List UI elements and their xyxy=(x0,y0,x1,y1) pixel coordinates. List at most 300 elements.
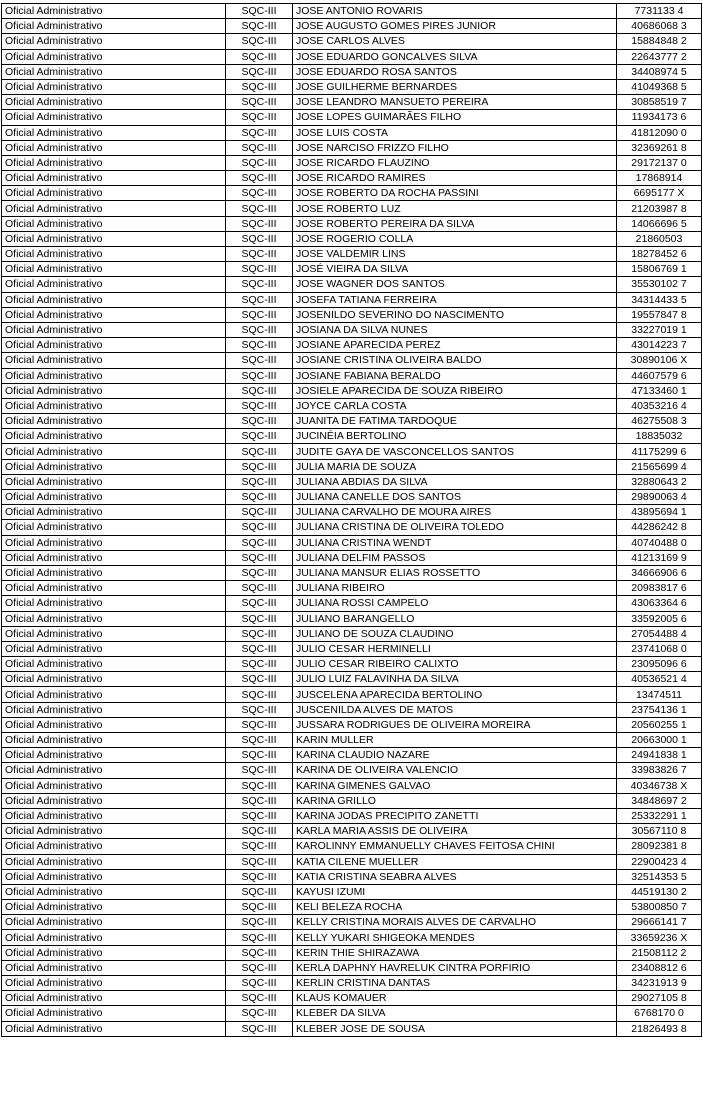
reference-cell: SQC-III xyxy=(226,34,293,49)
name-cell: JOSE VALDEMIR LINS xyxy=(293,247,617,262)
id-number-cell: 24941838 1 xyxy=(617,748,702,763)
reference-cell: SQC-III xyxy=(226,626,293,641)
reference-cell: SQC-III xyxy=(226,262,293,277)
position-cell: Oficial Administrativo xyxy=(2,171,226,186)
reference-cell: SQC-III xyxy=(226,414,293,429)
name-cell: JOSE NARCISO FRIZZO FILHO xyxy=(293,140,617,155)
position-cell: Oficial Administrativo xyxy=(2,915,226,930)
position-cell: Oficial Administrativo xyxy=(2,95,226,110)
reference-cell: SQC-III xyxy=(226,672,293,687)
name-cell: KLEBER JOSE DE SOUSA xyxy=(293,1021,617,1036)
position-cell: Oficial Administrativo xyxy=(2,672,226,687)
table-row xyxy=(2,247,702,262)
name-cell: JULIANA ABDIAS DA SILVA xyxy=(293,474,617,489)
reference-cell: SQC-III xyxy=(226,383,293,398)
name-cell: KARINA JODAS PRECIPITO ZANETTI xyxy=(293,808,617,823)
id-number-cell: 40686068 3 xyxy=(617,19,702,34)
name-cell: JOSE ROBERTO DA ROCHA PASSINI xyxy=(293,186,617,201)
id-number-cell: 14066696 5 xyxy=(617,216,702,231)
position-cell: Oficial Administrativo xyxy=(2,277,226,292)
position-cell: Oficial Administrativo xyxy=(2,535,226,550)
reference-cell: SQC-III xyxy=(226,778,293,793)
id-number-cell: 44286242 8 xyxy=(617,520,702,535)
name-cell: JULIANA ROSSI CAMPELO xyxy=(293,596,617,611)
reference-cell: SQC-III xyxy=(226,869,293,884)
position-cell: Oficial Administrativo xyxy=(2,854,226,869)
table-row xyxy=(2,808,702,823)
table-row xyxy=(2,672,702,687)
id-number-cell: 7731133 4 xyxy=(617,4,702,19)
table-row xyxy=(2,383,702,398)
table-row xyxy=(2,19,702,34)
id-number-cell: 30858519 7 xyxy=(617,95,702,110)
id-number-cell: 40346738 X xyxy=(617,778,702,793)
reference-cell: SQC-III xyxy=(226,505,293,520)
position-cell: Oficial Administrativo xyxy=(2,520,226,535)
position-cell: Oficial Administrativo xyxy=(2,262,226,277)
position-cell: Oficial Administrativo xyxy=(2,459,226,474)
reference-cell: SQC-III xyxy=(226,474,293,489)
name-cell: JULIANA CARVALHO DE MOURA AIRES xyxy=(293,505,617,520)
table-row xyxy=(2,368,702,383)
id-number-cell: 40740488 0 xyxy=(617,535,702,550)
id-number-cell: 32514353 5 xyxy=(617,869,702,884)
reference-cell: SQC-III xyxy=(226,581,293,596)
name-cell: JULIANO DE SOUZA CLAUDINO xyxy=(293,626,617,641)
name-cell: JULIO LUIZ FALAVINHA DA SILVA xyxy=(293,672,617,687)
name-cell: JOSENILDO SEVERINO DO NASCIMENTO xyxy=(293,307,617,322)
table-row xyxy=(2,398,702,413)
table-row xyxy=(2,79,702,94)
table-row xyxy=(2,231,702,246)
name-cell: JOSIANE CRISTINA OLIVEIRA BALDO xyxy=(293,353,617,368)
name-cell: JULIANA CRISTINA WENDT xyxy=(293,535,617,550)
table-row xyxy=(2,64,702,79)
position-cell: Oficial Administrativo xyxy=(2,490,226,505)
reference-cell: SQC-III xyxy=(226,884,293,899)
position-cell: Oficial Administrativo xyxy=(2,717,226,732)
reference-cell: SQC-III xyxy=(226,1021,293,1036)
id-number-cell: 44519130 2 xyxy=(617,884,702,899)
name-cell: KARINA DE OLIVEIRA VALENCIO xyxy=(293,763,617,778)
reference-cell: SQC-III xyxy=(226,398,293,413)
reference-cell: SQC-III xyxy=(226,900,293,915)
table-row xyxy=(2,292,702,307)
name-cell: JOSE ROGERIO COLLA xyxy=(293,231,617,246)
table-row xyxy=(2,353,702,368)
table-row xyxy=(2,201,702,216)
name-cell: JULIANA RIBEIRO xyxy=(293,581,617,596)
id-number-cell: 40353216 4 xyxy=(617,398,702,413)
id-number-cell: 47133460 1 xyxy=(617,383,702,398)
position-cell: Oficial Administrativo xyxy=(2,338,226,353)
reference-cell: SQC-III xyxy=(226,596,293,611)
reference-cell: SQC-III xyxy=(226,171,293,186)
id-number-cell: 21203987 8 xyxy=(617,201,702,216)
position-cell: Oficial Administrativo xyxy=(2,641,226,656)
position-cell: Oficial Administrativo xyxy=(2,824,226,839)
position-cell: Oficial Administrativo xyxy=(2,505,226,520)
reference-cell: SQC-III xyxy=(226,140,293,155)
table-row xyxy=(2,945,702,960)
reference-cell: SQC-III xyxy=(226,702,293,717)
table-row xyxy=(2,778,702,793)
personnel-table-body xyxy=(2,4,702,1037)
table-row xyxy=(2,641,702,656)
position-cell: Oficial Administrativo xyxy=(2,231,226,246)
reference-cell: SQC-III xyxy=(226,79,293,94)
table-row xyxy=(2,793,702,808)
id-number-cell: 33659236 X xyxy=(617,930,702,945)
id-number-cell: 21826493 8 xyxy=(617,1021,702,1036)
position-cell: Oficial Administrativo xyxy=(2,383,226,398)
name-cell: JULIANA MANSUR ELIAS ROSSETTO xyxy=(293,565,617,580)
name-cell: JOSE CARLOS ALVES xyxy=(293,34,617,49)
position-cell: Oficial Administrativo xyxy=(2,565,226,580)
reference-cell: SQC-III xyxy=(226,64,293,79)
reference-cell: SQC-III xyxy=(226,110,293,125)
id-number-cell: 32369261 8 xyxy=(617,140,702,155)
position-cell: Oficial Administrativo xyxy=(2,733,226,748)
position-cell: Oficial Administrativo xyxy=(2,930,226,945)
position-cell: Oficial Administrativo xyxy=(2,292,226,307)
id-number-cell: 28092381 8 xyxy=(617,839,702,854)
id-number-cell: 13474511 xyxy=(617,687,702,702)
id-number-cell: 29666141 7 xyxy=(617,915,702,930)
table-row xyxy=(2,155,702,170)
id-number-cell: 34848697 2 xyxy=(617,793,702,808)
name-cell: KLAUS KOMAUER xyxy=(293,991,617,1006)
position-cell: Oficial Administrativo xyxy=(2,429,226,444)
id-number-cell: 21508112 2 xyxy=(617,945,702,960)
table-row xyxy=(2,976,702,991)
id-number-cell: 43895694 1 xyxy=(617,505,702,520)
name-cell: JOSE ANTONIO ROVARIS xyxy=(293,4,617,19)
name-cell: JULIANA CRISTINA DE OLIVEIRA TOLEDO xyxy=(293,520,617,535)
table-row xyxy=(2,717,702,732)
reference-cell: SQC-III xyxy=(226,687,293,702)
position-cell: Oficial Administrativo xyxy=(2,900,226,915)
table-row xyxy=(2,459,702,474)
position-cell: Oficial Administrativo xyxy=(2,4,226,19)
position-cell: Oficial Administrativo xyxy=(2,398,226,413)
table-row xyxy=(2,520,702,535)
position-cell: Oficial Administrativo xyxy=(2,353,226,368)
position-cell: Oficial Administrativo xyxy=(2,1021,226,1036)
reference-cell: SQC-III xyxy=(226,991,293,1006)
position-cell: Oficial Administrativo xyxy=(2,778,226,793)
id-number-cell: 29890063 4 xyxy=(617,490,702,505)
position-cell: Oficial Administrativo xyxy=(2,702,226,717)
name-cell: KATIA CRISTINA SEABRA ALVES xyxy=(293,869,617,884)
id-number-cell: 41175299 6 xyxy=(617,444,702,459)
name-cell: KERIN THIE SHIRAZAWA xyxy=(293,945,617,960)
table-row xyxy=(2,277,702,292)
id-number-cell: 6768170 0 xyxy=(617,1006,702,1021)
id-number-cell: 41049368 5 xyxy=(617,79,702,94)
name-cell: KAROLINNY EMMANUELLY CHAVES FEITOSA CHINI xyxy=(293,839,617,854)
table-row xyxy=(2,4,702,19)
table-row xyxy=(2,581,702,596)
table-row xyxy=(2,824,702,839)
position-cell: Oficial Administrativo xyxy=(2,49,226,64)
name-cell: JOSE LUIS COSTA xyxy=(293,125,617,140)
position-cell: Oficial Administrativo xyxy=(2,110,226,125)
position-cell: Oficial Administrativo xyxy=(2,884,226,899)
table-row xyxy=(2,95,702,110)
table-row xyxy=(2,140,702,155)
position-cell: Oficial Administrativo xyxy=(2,322,226,337)
table-row xyxy=(2,687,702,702)
name-cell: JOSE WAGNER DOS SANTOS xyxy=(293,277,617,292)
id-number-cell: 53800850 7 xyxy=(617,900,702,915)
id-number-cell: 33983826 7 xyxy=(617,763,702,778)
id-number-cell: 43063364 6 xyxy=(617,596,702,611)
name-cell: KARLA MARIA ASSIS DE OLIVEIRA xyxy=(293,824,617,839)
reference-cell: SQC-III xyxy=(226,4,293,19)
id-number-cell: 21565699 4 xyxy=(617,459,702,474)
name-cell: JUSSARA RODRIGUES DE OLIVEIRA MOREIRA xyxy=(293,717,617,732)
reference-cell: SQC-III xyxy=(226,733,293,748)
id-number-cell: 33592005 6 xyxy=(617,611,702,626)
table-row xyxy=(2,535,702,550)
id-number-cell: 46275508 3 xyxy=(617,414,702,429)
name-cell: KELLY YUKARI SHIGEOKA MENDES xyxy=(293,930,617,945)
id-number-cell: 32880643 2 xyxy=(617,474,702,489)
reference-cell: SQC-III xyxy=(226,155,293,170)
table-row xyxy=(2,915,702,930)
reference-cell: SQC-III xyxy=(226,353,293,368)
position-cell: Oficial Administrativo xyxy=(2,247,226,262)
id-number-cell: 41213169 9 xyxy=(617,550,702,565)
id-number-cell: 20663000 1 xyxy=(617,733,702,748)
table-row xyxy=(2,429,702,444)
table-row xyxy=(2,338,702,353)
position-cell: Oficial Administrativo xyxy=(2,186,226,201)
id-number-cell: 34314433 5 xyxy=(617,292,702,307)
reference-cell: SQC-III xyxy=(226,641,293,656)
name-cell: KELLY CRISTINA MORAIS ALVES DE CARVALHO xyxy=(293,915,617,930)
table-row xyxy=(2,900,702,915)
table-row xyxy=(2,748,702,763)
table-row xyxy=(2,596,702,611)
position-cell: Oficial Administrativo xyxy=(2,626,226,641)
position-cell: Oficial Administrativo xyxy=(2,596,226,611)
reference-cell: SQC-III xyxy=(226,763,293,778)
position-cell: Oficial Administrativo xyxy=(2,34,226,49)
name-cell: JUANITA DE FATIMA TARDOQUE xyxy=(293,414,617,429)
position-cell: Oficial Administrativo xyxy=(2,960,226,975)
position-cell: Oficial Administrativo xyxy=(2,839,226,854)
position-cell: Oficial Administrativo xyxy=(2,19,226,34)
id-number-cell: 34408974 5 xyxy=(617,64,702,79)
position-cell: Oficial Administrativo xyxy=(2,368,226,383)
name-cell: JOSÉ VIEIRA DA SILVA xyxy=(293,262,617,277)
reference-cell: SQC-III xyxy=(226,611,293,626)
id-number-cell: 22900423 4 xyxy=(617,854,702,869)
name-cell: JOSE EDUARDO ROSA SANTOS xyxy=(293,64,617,79)
name-cell: JOSIANE APARECIDA PEREZ xyxy=(293,338,617,353)
position-cell: Oficial Administrativo xyxy=(2,125,226,140)
name-cell: KERLIN CRISTINA DANTAS xyxy=(293,976,617,991)
name-cell: JULIANA CANELLE DOS SANTOS xyxy=(293,490,617,505)
reference-cell: SQC-III xyxy=(226,95,293,110)
position-cell: Oficial Administrativo xyxy=(2,474,226,489)
table-row xyxy=(2,930,702,945)
table-row xyxy=(2,505,702,520)
id-number-cell: 44607579 6 xyxy=(617,368,702,383)
id-number-cell: 15806769 1 xyxy=(617,262,702,277)
id-number-cell: 29027105 8 xyxy=(617,991,702,1006)
id-number-cell: 11934173 6 xyxy=(617,110,702,125)
table-row xyxy=(2,550,702,565)
name-cell: JUDITE GAYA DE VASCONCELLOS SANTOS xyxy=(293,444,617,459)
table-row xyxy=(2,960,702,975)
name-cell: JOSE ROBERTO LUZ xyxy=(293,201,617,216)
name-cell: KARINA GIMENES GALVAO xyxy=(293,778,617,793)
reference-cell: SQC-III xyxy=(226,201,293,216)
reference-cell: SQC-III xyxy=(226,535,293,550)
reference-cell: SQC-III xyxy=(226,444,293,459)
table-row xyxy=(2,854,702,869)
name-cell: JUCINÉIA BERTOLINO xyxy=(293,429,617,444)
id-number-cell: 33227019 1 xyxy=(617,322,702,337)
reference-cell: SQC-III xyxy=(226,19,293,34)
id-number-cell: 23408812 6 xyxy=(617,960,702,975)
reference-cell: SQC-III xyxy=(226,808,293,823)
table-row xyxy=(2,991,702,1006)
table-row xyxy=(2,626,702,641)
position-cell: Oficial Administrativo xyxy=(2,657,226,672)
name-cell: KLEBER DA SILVA xyxy=(293,1006,617,1021)
name-cell: KELI BELEZA ROCHA xyxy=(293,900,617,915)
id-number-cell: 41812090 0 xyxy=(617,125,702,140)
id-number-cell: 34231913 9 xyxy=(617,976,702,991)
position-cell: Oficial Administrativo xyxy=(2,216,226,231)
id-number-cell: 17868914 xyxy=(617,171,702,186)
id-number-cell: 34666906 6 xyxy=(617,565,702,580)
table-row xyxy=(2,474,702,489)
position-cell: Oficial Administrativo xyxy=(2,64,226,79)
table-row xyxy=(2,307,702,322)
reference-cell: SQC-III xyxy=(226,490,293,505)
reference-cell: SQC-III xyxy=(226,550,293,565)
id-number-cell: 27054488 4 xyxy=(617,626,702,641)
name-cell: JULIA MARIA DE SOUZA xyxy=(293,459,617,474)
name-cell: JOYCE CARLA COSTA xyxy=(293,398,617,413)
id-number-cell: 19557847 8 xyxy=(617,307,702,322)
table-row xyxy=(2,763,702,778)
reference-cell: SQC-III xyxy=(226,49,293,64)
id-number-cell: 29172137 0 xyxy=(617,155,702,170)
name-cell: JOSIANA DA SILVA NUNES xyxy=(293,322,617,337)
reference-cell: SQC-III xyxy=(226,186,293,201)
id-number-cell: 18278452 6 xyxy=(617,247,702,262)
table-row xyxy=(2,733,702,748)
table-row xyxy=(2,34,702,49)
id-number-cell: 23741068 0 xyxy=(617,641,702,656)
reference-cell: SQC-III xyxy=(226,824,293,839)
table-row xyxy=(2,322,702,337)
table-row xyxy=(2,125,702,140)
name-cell: JOSE EDUARDO GONCALVES SILVA xyxy=(293,49,617,64)
table-row xyxy=(2,414,702,429)
table-row xyxy=(2,884,702,899)
reference-cell: SQC-III xyxy=(226,277,293,292)
position-cell: Oficial Administrativo xyxy=(2,793,226,808)
name-cell: JOSE LOPES GUIMARÃES FILHO xyxy=(293,110,617,125)
position-cell: Oficial Administrativo xyxy=(2,1006,226,1021)
table-row xyxy=(2,611,702,626)
id-number-cell: 30567110 8 xyxy=(617,824,702,839)
name-cell: KERLA DAPHNY HAVRELUK CINTRA PORFIRIO xyxy=(293,960,617,975)
table-row xyxy=(2,110,702,125)
reference-cell: SQC-III xyxy=(226,717,293,732)
id-number-cell: 6695177 X xyxy=(617,186,702,201)
id-number-cell: 21860503 xyxy=(617,231,702,246)
position-cell: Oficial Administrativo xyxy=(2,808,226,823)
reference-cell: SQC-III xyxy=(226,307,293,322)
position-cell: Oficial Administrativo xyxy=(2,581,226,596)
table-row xyxy=(2,171,702,186)
position-cell: Oficial Administrativo xyxy=(2,976,226,991)
reference-cell: SQC-III xyxy=(226,247,293,262)
id-number-cell: 40536521 4 xyxy=(617,672,702,687)
position-cell: Oficial Administrativo xyxy=(2,748,226,763)
reference-cell: SQC-III xyxy=(226,930,293,945)
reference-cell: SQC-III xyxy=(226,748,293,763)
position-cell: Oficial Administrativo xyxy=(2,140,226,155)
name-cell: JULIANO BARANGELLO xyxy=(293,611,617,626)
reference-cell: SQC-III xyxy=(226,368,293,383)
name-cell: JOSE LEANDRO MANSUETO PEREIRA xyxy=(293,95,617,110)
name-cell: KATIA CILENE MUELLER xyxy=(293,854,617,869)
table-row xyxy=(2,490,702,505)
table-row xyxy=(2,216,702,231)
reference-cell: SQC-III xyxy=(226,960,293,975)
reference-cell: SQC-III xyxy=(226,657,293,672)
reference-cell: SQC-III xyxy=(226,292,293,307)
name-cell: JOSE GUILHERME BERNARDES xyxy=(293,79,617,94)
name-cell: JOSEFA TATIANA FERREIRA xyxy=(293,292,617,307)
reference-cell: SQC-III xyxy=(226,231,293,246)
id-number-cell: 18835032 xyxy=(617,429,702,444)
table-row xyxy=(2,444,702,459)
name-cell: JOSE ROBERTO PEREIRA DA SILVA xyxy=(293,216,617,231)
name-cell: JOSE RICARDO RAMIRES xyxy=(293,171,617,186)
table-row xyxy=(2,262,702,277)
name-cell: JULIANA DELFIM PASSOS xyxy=(293,550,617,565)
table-row xyxy=(2,565,702,580)
name-cell: JULIO CESAR HERMINELLI xyxy=(293,641,617,656)
id-number-cell: 20560255 1 xyxy=(617,717,702,732)
name-cell: JUSCELENA APARECIDA BERTOLINO xyxy=(293,687,617,702)
name-cell: JOSIANE FABIANA BERALDO xyxy=(293,368,617,383)
name-cell: JULIO CESAR RIBEIRO CALIXTO xyxy=(293,657,617,672)
reference-cell: SQC-III xyxy=(226,854,293,869)
id-number-cell: 35530102 7 xyxy=(617,277,702,292)
reference-cell: SQC-III xyxy=(226,793,293,808)
table-row xyxy=(2,49,702,64)
reference-cell: SQC-III xyxy=(226,459,293,474)
position-cell: Oficial Administrativo xyxy=(2,79,226,94)
id-number-cell: 30890106 X xyxy=(617,353,702,368)
table-row xyxy=(2,1021,702,1036)
position-cell: Oficial Administrativo xyxy=(2,444,226,459)
position-cell: Oficial Administrativo xyxy=(2,991,226,1006)
position-cell: Oficial Administrativo xyxy=(2,550,226,565)
name-cell: KAYUSI IZUMI xyxy=(293,884,617,899)
